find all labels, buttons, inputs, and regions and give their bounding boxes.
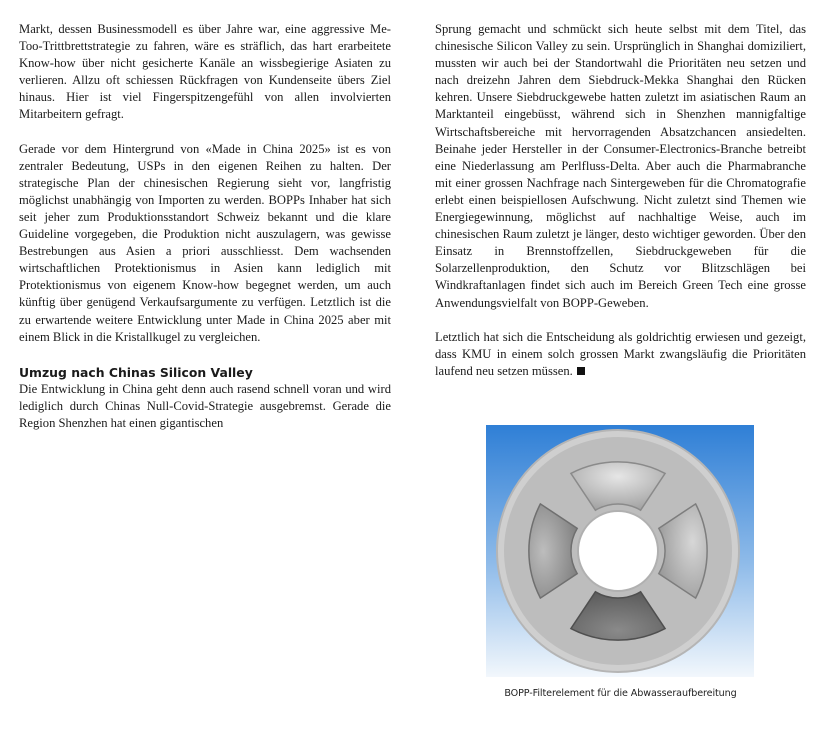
- filter-element-illustration: [486, 425, 754, 677]
- filter-center-hole: [578, 511, 658, 591]
- end-of-article-mark: [577, 367, 585, 375]
- filter-element-photo: [486, 425, 754, 677]
- body-paragraph: Markt, dessen Businessmodell es über Jahre war, eine aggressive Me-Too-Trittbrettstrategie zu fahren, wäre es sträflich, das hart erarbeitete Know-how über nicht gesicherte Kanäle an wissbegierige Asiaten zu verlieren. Allzu oft schiessen Rückfragen von Kundenseite übers Ziel hinaus. Hier ist viel Fingerspitzengefühl von allen involvierten Mitarbeitern gefragt.: [19, 22, 391, 122]
- right-column: [435, 21, 806, 380]
- final-paragraph-text: Letztlich hat sich die Entscheidung als goldrichtig erwiesen und gezeigt, dass KMU in einem solch grossen Markt zwangsläufig die Prioritäten laufend neu setzen müssen.: [435, 329, 806, 378]
- left-column: [19, 21, 391, 432]
- body-paragraph: Gerade vor dem Hintergrund von «Made in China 2025» ist es von zentraler Bedeutung, USPs in den eigenen Reihen zu halten. Der strategische Plan der chinesischen Regierung sieht vor, langfristig möglichst unabhängig von Importen zu werden. BOPPs Inhaber hat sich seit jeher zum Produktionsstandort Schweiz bekannt und die klare Guideline vorgegeben, die Produktion nicht auszulagern, was gewisse Bestrebungen aus Asien a priori ausschliesst. Dem wachsenden wirtschaftlichen Protektionismus in Asien kann lediglich mit Protektionismus von eigenem Know-how begegnet werden, um auch künftig über genügend Verkaufsargumente zu verfügen. Letztlich ist die zu erwartende weitere Entwicklung unter Made in China 2025 aber mit einem Blick in die Kristallkugel zu vergleichen.: [19, 141, 391, 344]
- body-paragraph-final: [435, 329, 806, 380]
- section-heading: Umzug nach Chinas Silicon Valley: [19, 364, 253, 380]
- body-paragraph: Die Entwicklung in China geht denn auch rasend schnell voran und wird lediglich durch Chinas Null-Covid-Strategie ausgebremst. Gerade die Region Shenzhen hat einen gigantischen: [19, 381, 391, 430]
- figure-caption: BOPP-Filterelement für die Abwasseraufbereitung: [504, 688, 737, 699]
- body-paragraph: Sprung gemacht und schmückt sich heute selbst mit dem Titel, das chinesische Silicon Valley zu sein. Ursprünglich in Shanghai domiziliert, mussten wir auch bei der Standortwahl die Prioritäten neu setzen und nach dreizehn Jahren dem Siebdruck-Mekka Shanghai den Rücken kehren. Unsere Siebdruckgewebe hatten zuletzt im asiatischen Raum an Marktanteil eingebüsst, während sich in Shenzhen mannigfaltige Wirtschaftsbereiche mit hervorragenden Absatzchancen ansiedelten. Beinahe jeder Hersteller in der Consumer-Electronics-Branche betreibt eine Niederlassung am Perlfluss-Delta. Aber auch die Pharmabranche mit einer grossen Nachfrage nach Sintergeweben für die Chromatografie erlebt einen beispiellosen Aufschwung. Nicht zuletzt sind Themen wie Energiegewinnung, möglichst auf nachhaltige Weise, auch im chinesischen Raum zuletzt je länger, desto wichtiger geworden. Über den Einsatz in Brennstoffzellen, Siebdruckgeweben für die Solarzellenproduktion, den Schutz vor Blitzschlägen bei Windkraftanlagen findet sich auch im Bereich Green Tech eine grosse Anwendungsvielfalt von BOPP-Geweben.: [435, 22, 806, 310]
